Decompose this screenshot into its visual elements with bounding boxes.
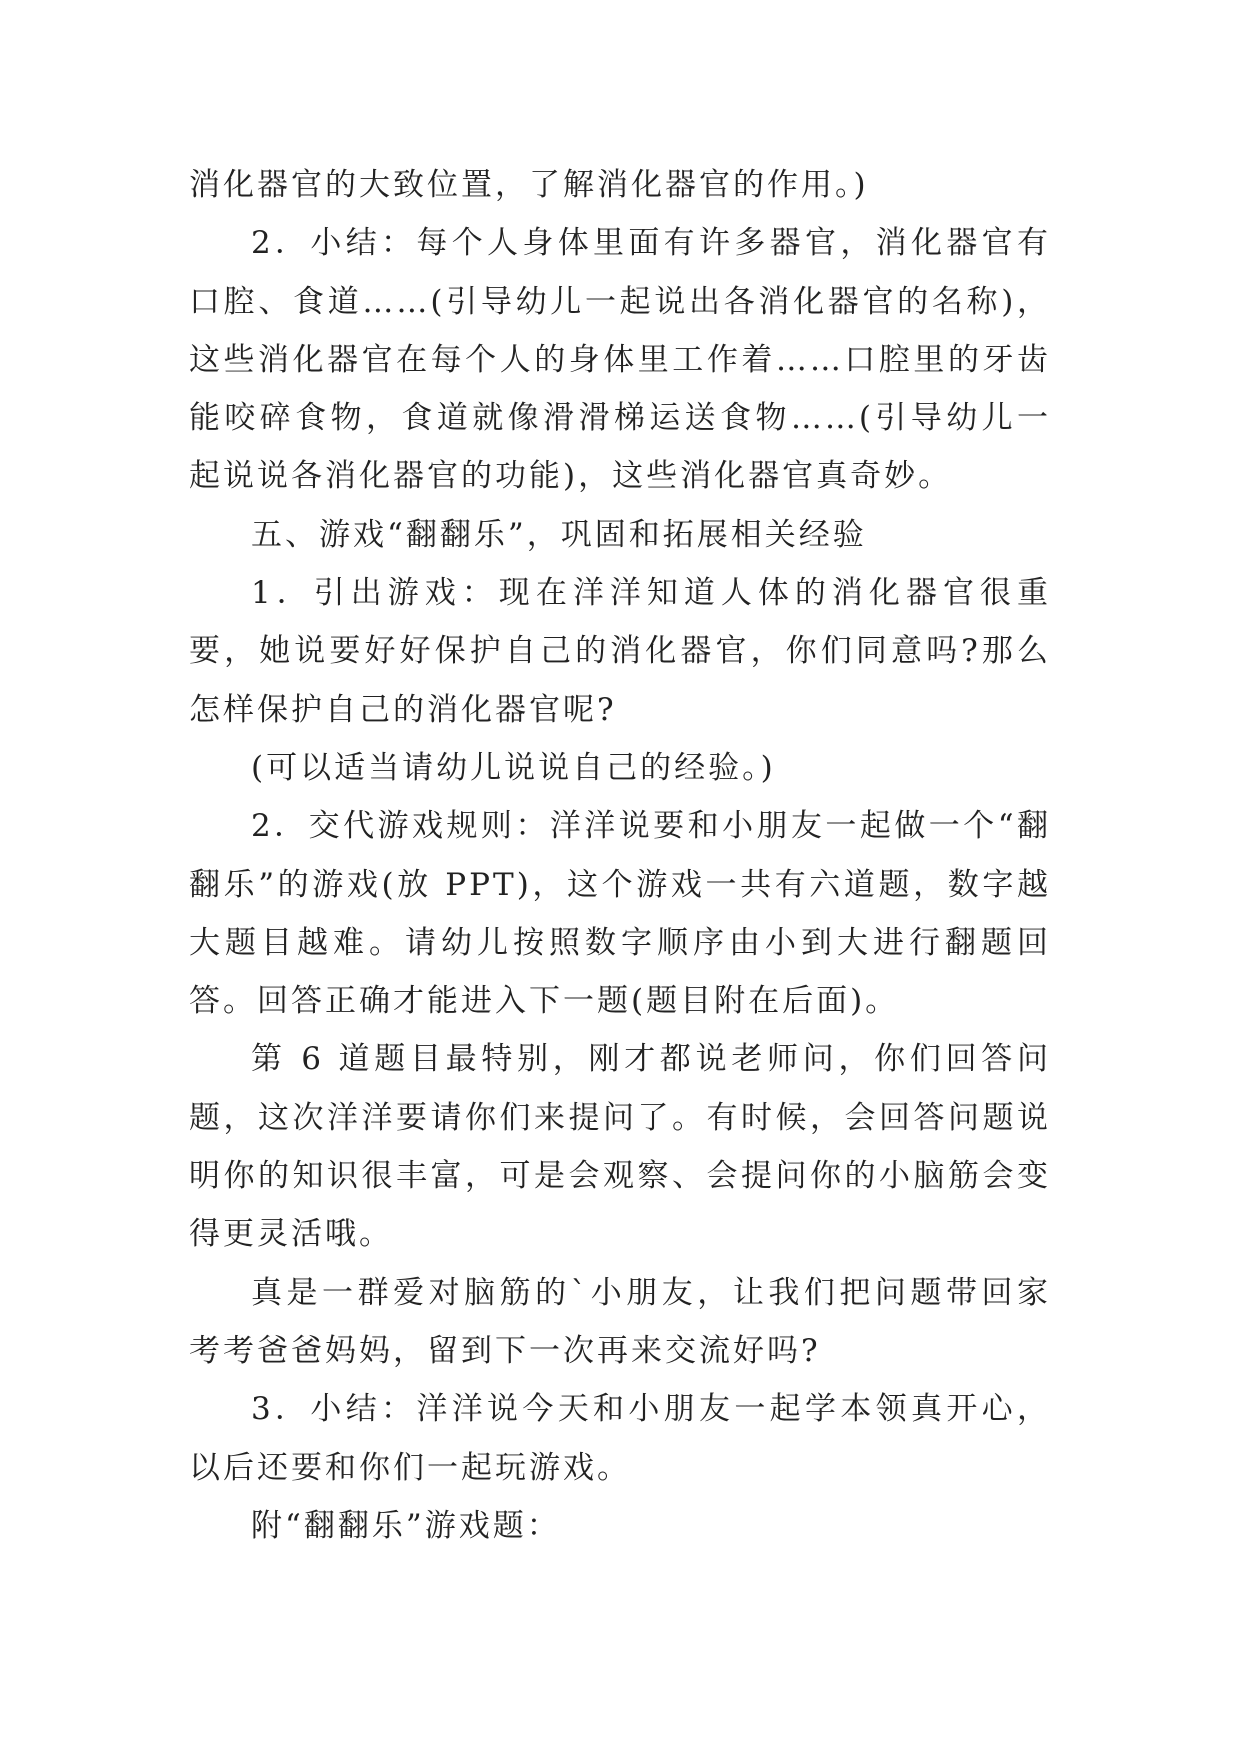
paragraph-9: 附“翻翻乐”游戏题： [251,1507,561,1544]
paragraph-6: 第 6 道题目最特别，刚才都说老师问，你们回答问题，这次洋洋要请你们来提问了。有时候，会回答问题说明你的知识很丰富，可是会观察、会提问你的小脑筋会变得更灵活哦。 [189,1041,1051,1253]
paragraph-1: 消化器官的大致位置，了解消化器官的作用。) [189,167,869,203]
paragraph-3: 1．引出游戏：现在洋洋知道人体的消化器官很重要，她说要好好保护自己的消化器官，你们同意吗?那么怎样保护自己的消化器官呢? [189,575,1051,728]
paragraph-5: 2．交代游戏规则：洋洋说要和小朋友一起做一个“翻翻乐”的游戏(放 PPT)，这个游戏一共有六道题，数字越大题目越难。请幼儿按照数字顺序由小到大进行翻题回答。回答正确才能进入下一题(题目附在后面)。 [189,808,1051,1020]
document-body [189,156,1051,1555]
paragraph-2: 2．小结：每个人身体里面有许多器官，消化器官有口腔、食道……(引导幼儿一起说出各消化器官的名称)，这些消化器官在每个人的身体里工作着……口腔里的牙齿能咬碎食物，食道就像滑滑梯运送食物……(引导幼儿一起说说各消化器官的功能)，这些消化器官真奇妙。 [189,225,1051,495]
paragraph-8: 3．小结：洋洋说今天和小朋友一起学本领真开心，以后还要和你们一起玩游戏。 [189,1391,1051,1486]
paragraph-4: (可以适当请幼儿说说自己的经验。) [251,749,776,786]
paragraph-7: 真是一群爱对脑筋的`小朋友，让我们把问题带回家考考爸爸妈妈，留到下一次再来交流好吗? [189,1274,1051,1369]
section-heading-game: 五、游戏“翻翻乐”，巩固和拓展相关经验 [251,516,867,553]
